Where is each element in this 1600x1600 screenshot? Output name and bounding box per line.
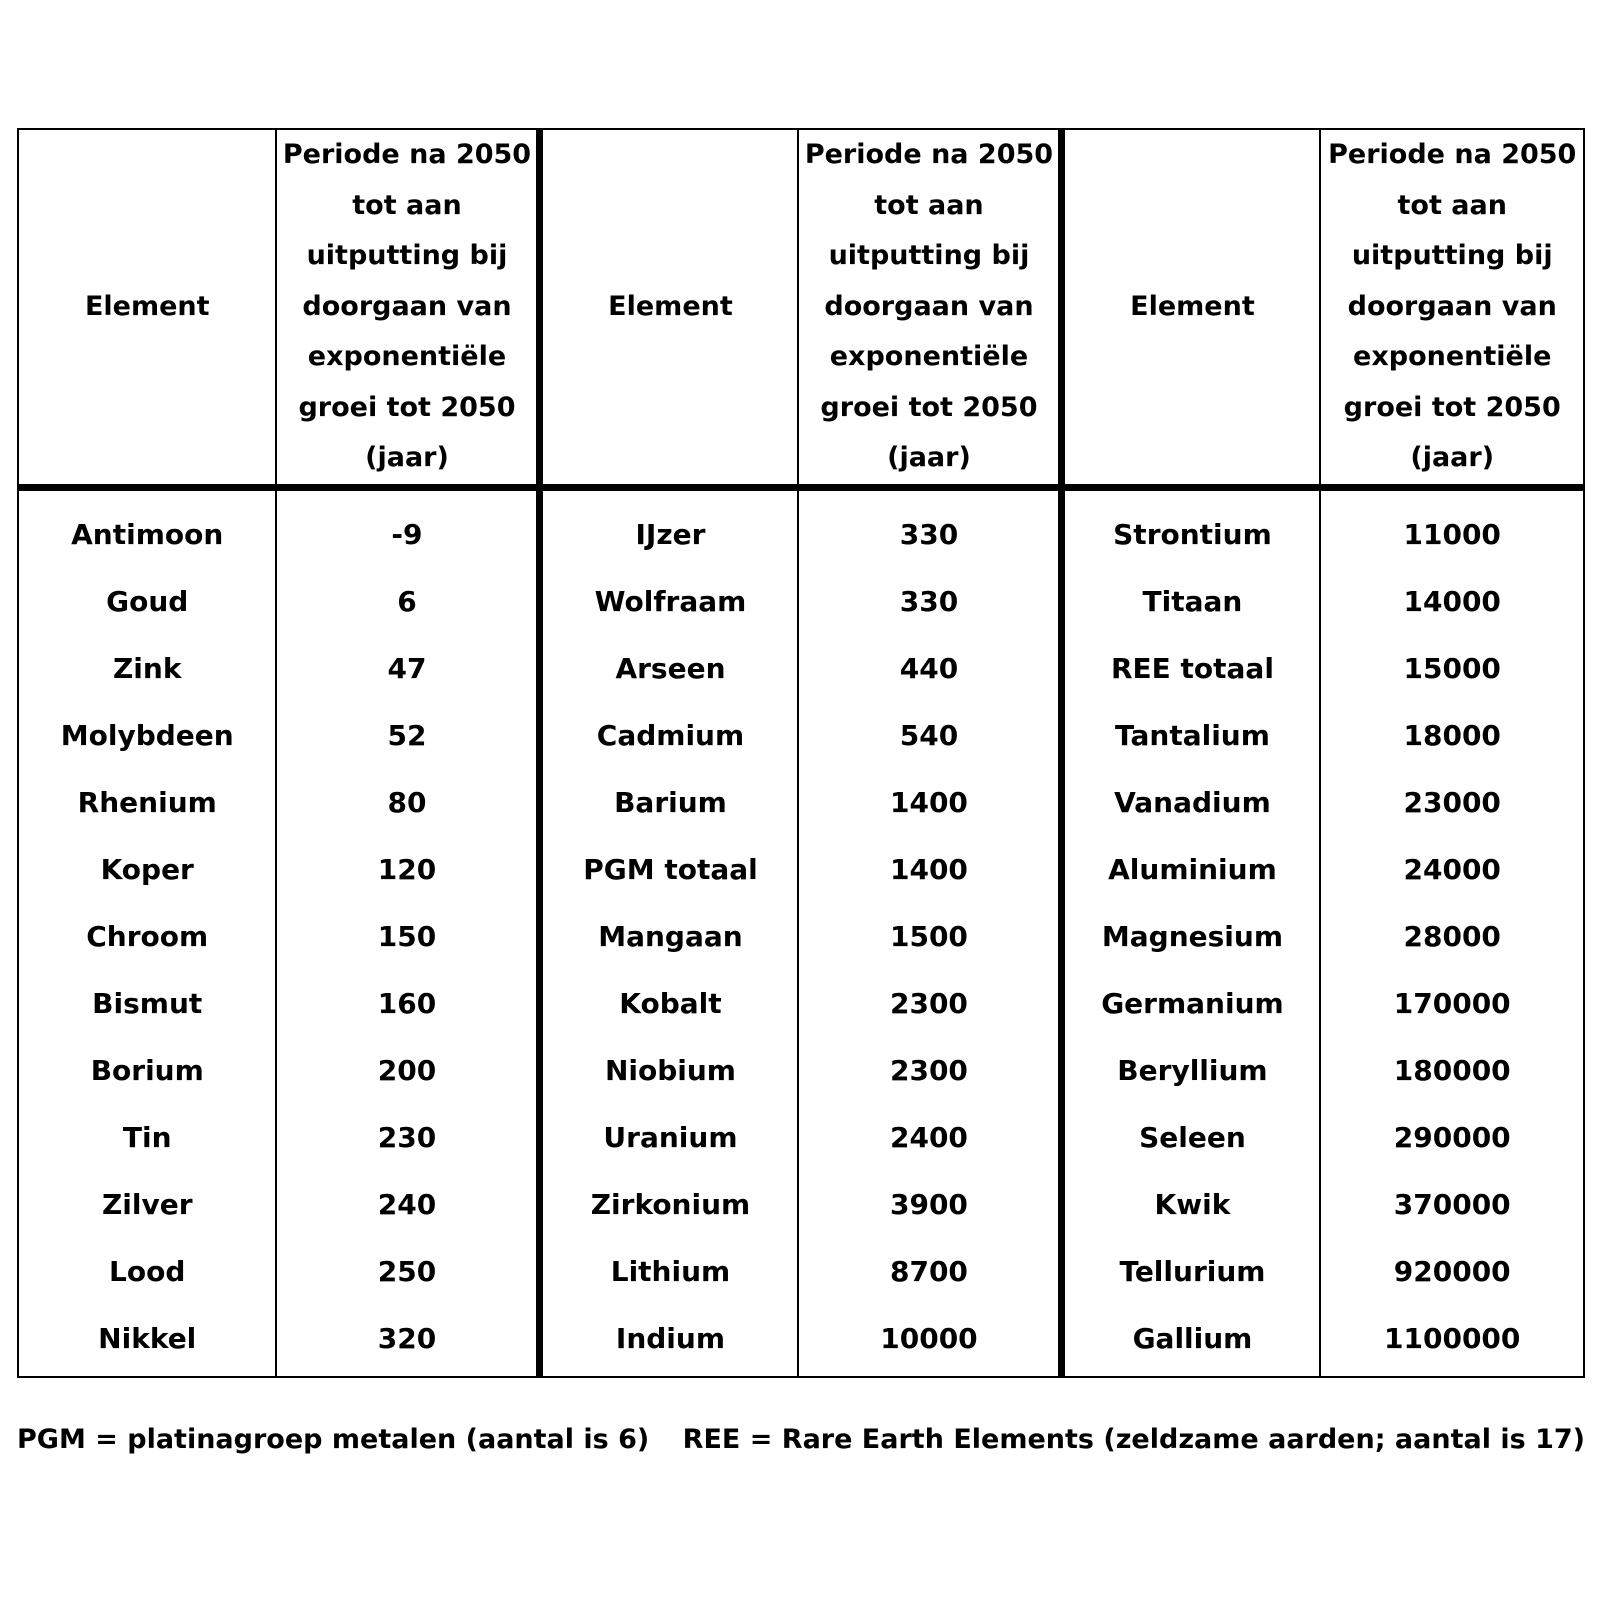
cell-element: Molybdeen: [18, 702, 276, 769]
table-row: [18, 635, 1584, 702]
table-row: [18, 1104, 1584, 1171]
cell-element: Niobium: [540, 1037, 798, 1104]
cell-period: 540: [798, 702, 1062, 769]
cell-element: REE totaal: [1062, 635, 1320, 702]
cell-element: Tellurium: [1062, 1238, 1320, 1305]
depletion-table: [17, 128, 1585, 1378]
cell-period: 240: [276, 1171, 540, 1238]
cell-element: Gallium: [1062, 1305, 1320, 1377]
cell-period: 320: [276, 1305, 540, 1377]
cell-period: 52: [276, 702, 540, 769]
cell-element: IJzer: [540, 487, 798, 568]
cell-period: 11000: [1403, 517, 1501, 551]
cell-period: 2300: [798, 970, 1062, 1037]
cell-element: Tantalium: [1062, 702, 1320, 769]
cell-period: 920000: [1393, 1254, 1511, 1288]
cell-element: Seleen: [1062, 1104, 1320, 1171]
table-row: [18, 1305, 1584, 1377]
footnote-ree: REE = Rare Earth Elements (zeldzame aarden; aantal is 17): [682, 1424, 1585, 1455]
cell-element: Uranium: [540, 1104, 798, 1171]
cell-element: Barium: [540, 769, 798, 836]
header-period-3: Periode na 2050 tot aan uitputting bij doorgaan van exponentiële groei tot 2050 (jaar): [1320, 129, 1584, 487]
cell-period: 170000: [1393, 986, 1511, 1020]
cell-period: 14000: [1403, 584, 1501, 618]
cell-element: Beryllium: [1062, 1037, 1320, 1104]
table-row: [18, 487, 1584, 568]
table-body: [18, 487, 1584, 1377]
cell-period: 290000: [1393, 1120, 1511, 1154]
cell-period: 330: [798, 568, 1062, 635]
cell-period: 440: [798, 635, 1062, 702]
table-row: [18, 1238, 1584, 1305]
table-row: [18, 836, 1584, 903]
cell-element: Strontium: [1062, 487, 1320, 568]
cell-element: Cadmium: [540, 702, 798, 769]
cell-element: Bismut: [18, 970, 276, 1037]
cell-element: Indium: [540, 1305, 798, 1377]
footnotes: [17, 1424, 1585, 1464]
cell-element: Kobalt: [540, 970, 798, 1037]
table-row: [18, 903, 1584, 970]
header-period-1: Periode na 2050 tot aan uitputting bij doorgaan van exponentiële groei tot 2050 (jaar): [276, 129, 540, 487]
header-element-2: Element: [540, 129, 798, 487]
table-row: [18, 568, 1584, 635]
cell-period: 1400: [798, 836, 1062, 903]
cell-period: 23000: [1403, 785, 1501, 819]
cell-period: 250: [276, 1238, 540, 1305]
cell-element: Germanium: [1062, 970, 1320, 1037]
depletion-table-container: [17, 128, 1585, 1378]
header-element-3: Element: [1062, 129, 1320, 487]
cell-period: 120: [276, 836, 540, 903]
cell-element: Tin: [18, 1104, 276, 1171]
cell-period: -9: [276, 487, 540, 568]
header-element-1: Element: [18, 129, 276, 487]
cell-period: 6: [276, 568, 540, 635]
cell-element: Titaan: [1062, 568, 1320, 635]
cell-element: Lood: [18, 1238, 276, 1305]
cell-period: 47: [276, 635, 540, 702]
cell-period: 80: [276, 769, 540, 836]
cell-period: 330: [798, 487, 1062, 568]
cell-period: 1100000: [1384, 1321, 1521, 1355]
cell-element: Antimoon: [18, 487, 276, 568]
cell-element: Chroom: [18, 903, 276, 970]
cell-period: 230: [276, 1104, 540, 1171]
table-row: [18, 1171, 1584, 1238]
table-row: [18, 769, 1584, 836]
cell-element: Rhenium: [18, 769, 276, 836]
table-row: [18, 1037, 1584, 1104]
cell-element: Nikkel: [18, 1305, 276, 1377]
cell-element: Magnesium: [1062, 903, 1320, 970]
cell-period: 180000: [1393, 1053, 1511, 1087]
cell-element: Borium: [18, 1037, 276, 1104]
cell-period: 28000: [1403, 919, 1501, 953]
cell-period: 2400: [798, 1104, 1062, 1171]
table-header: [18, 129, 1584, 487]
cell-element: Goud: [18, 568, 276, 635]
cell-element: Aluminium: [1062, 836, 1320, 903]
cell-element: Mangaan: [540, 903, 798, 970]
header-row: [18, 129, 1584, 487]
table-row: [18, 970, 1584, 1037]
cell-period: 1400: [798, 769, 1062, 836]
cell-period: 10000: [798, 1305, 1062, 1377]
cell-period: 200: [276, 1037, 540, 1104]
cell-element: Zink: [18, 635, 276, 702]
cell-element: Lithium: [540, 1238, 798, 1305]
cell-element: Wolfraam: [540, 568, 798, 635]
footnote-pgm: PGM = platinagroep metalen (aantal is 6): [17, 1424, 650, 1455]
table-row: [18, 702, 1584, 769]
cell-period: 15000: [1403, 651, 1501, 685]
cell-element: Kwik: [1062, 1171, 1320, 1238]
cell-element: Zirkonium: [540, 1171, 798, 1238]
cell-element: Zilver: [18, 1171, 276, 1238]
cell-period: 370000: [1393, 1187, 1511, 1221]
cell-element: Arseen: [540, 635, 798, 702]
cell-period: 1500: [798, 903, 1062, 970]
cell-period: 150: [276, 903, 540, 970]
cell-period: 8700: [798, 1238, 1062, 1305]
header-period-2: Periode na 2050 tot aan uitputting bij doorgaan van exponentiële groei tot 2050 (jaar): [798, 129, 1062, 487]
cell-period: 24000: [1403, 852, 1501, 886]
cell-element: Vanadium: [1062, 769, 1320, 836]
cell-period: 18000: [1403, 718, 1501, 752]
cell-element: PGM totaal: [540, 836, 798, 903]
cell-period: 2300: [798, 1037, 1062, 1104]
cell-period: 160: [276, 970, 540, 1037]
cell-element: Koper: [18, 836, 276, 903]
cell-period: 3900: [798, 1171, 1062, 1238]
